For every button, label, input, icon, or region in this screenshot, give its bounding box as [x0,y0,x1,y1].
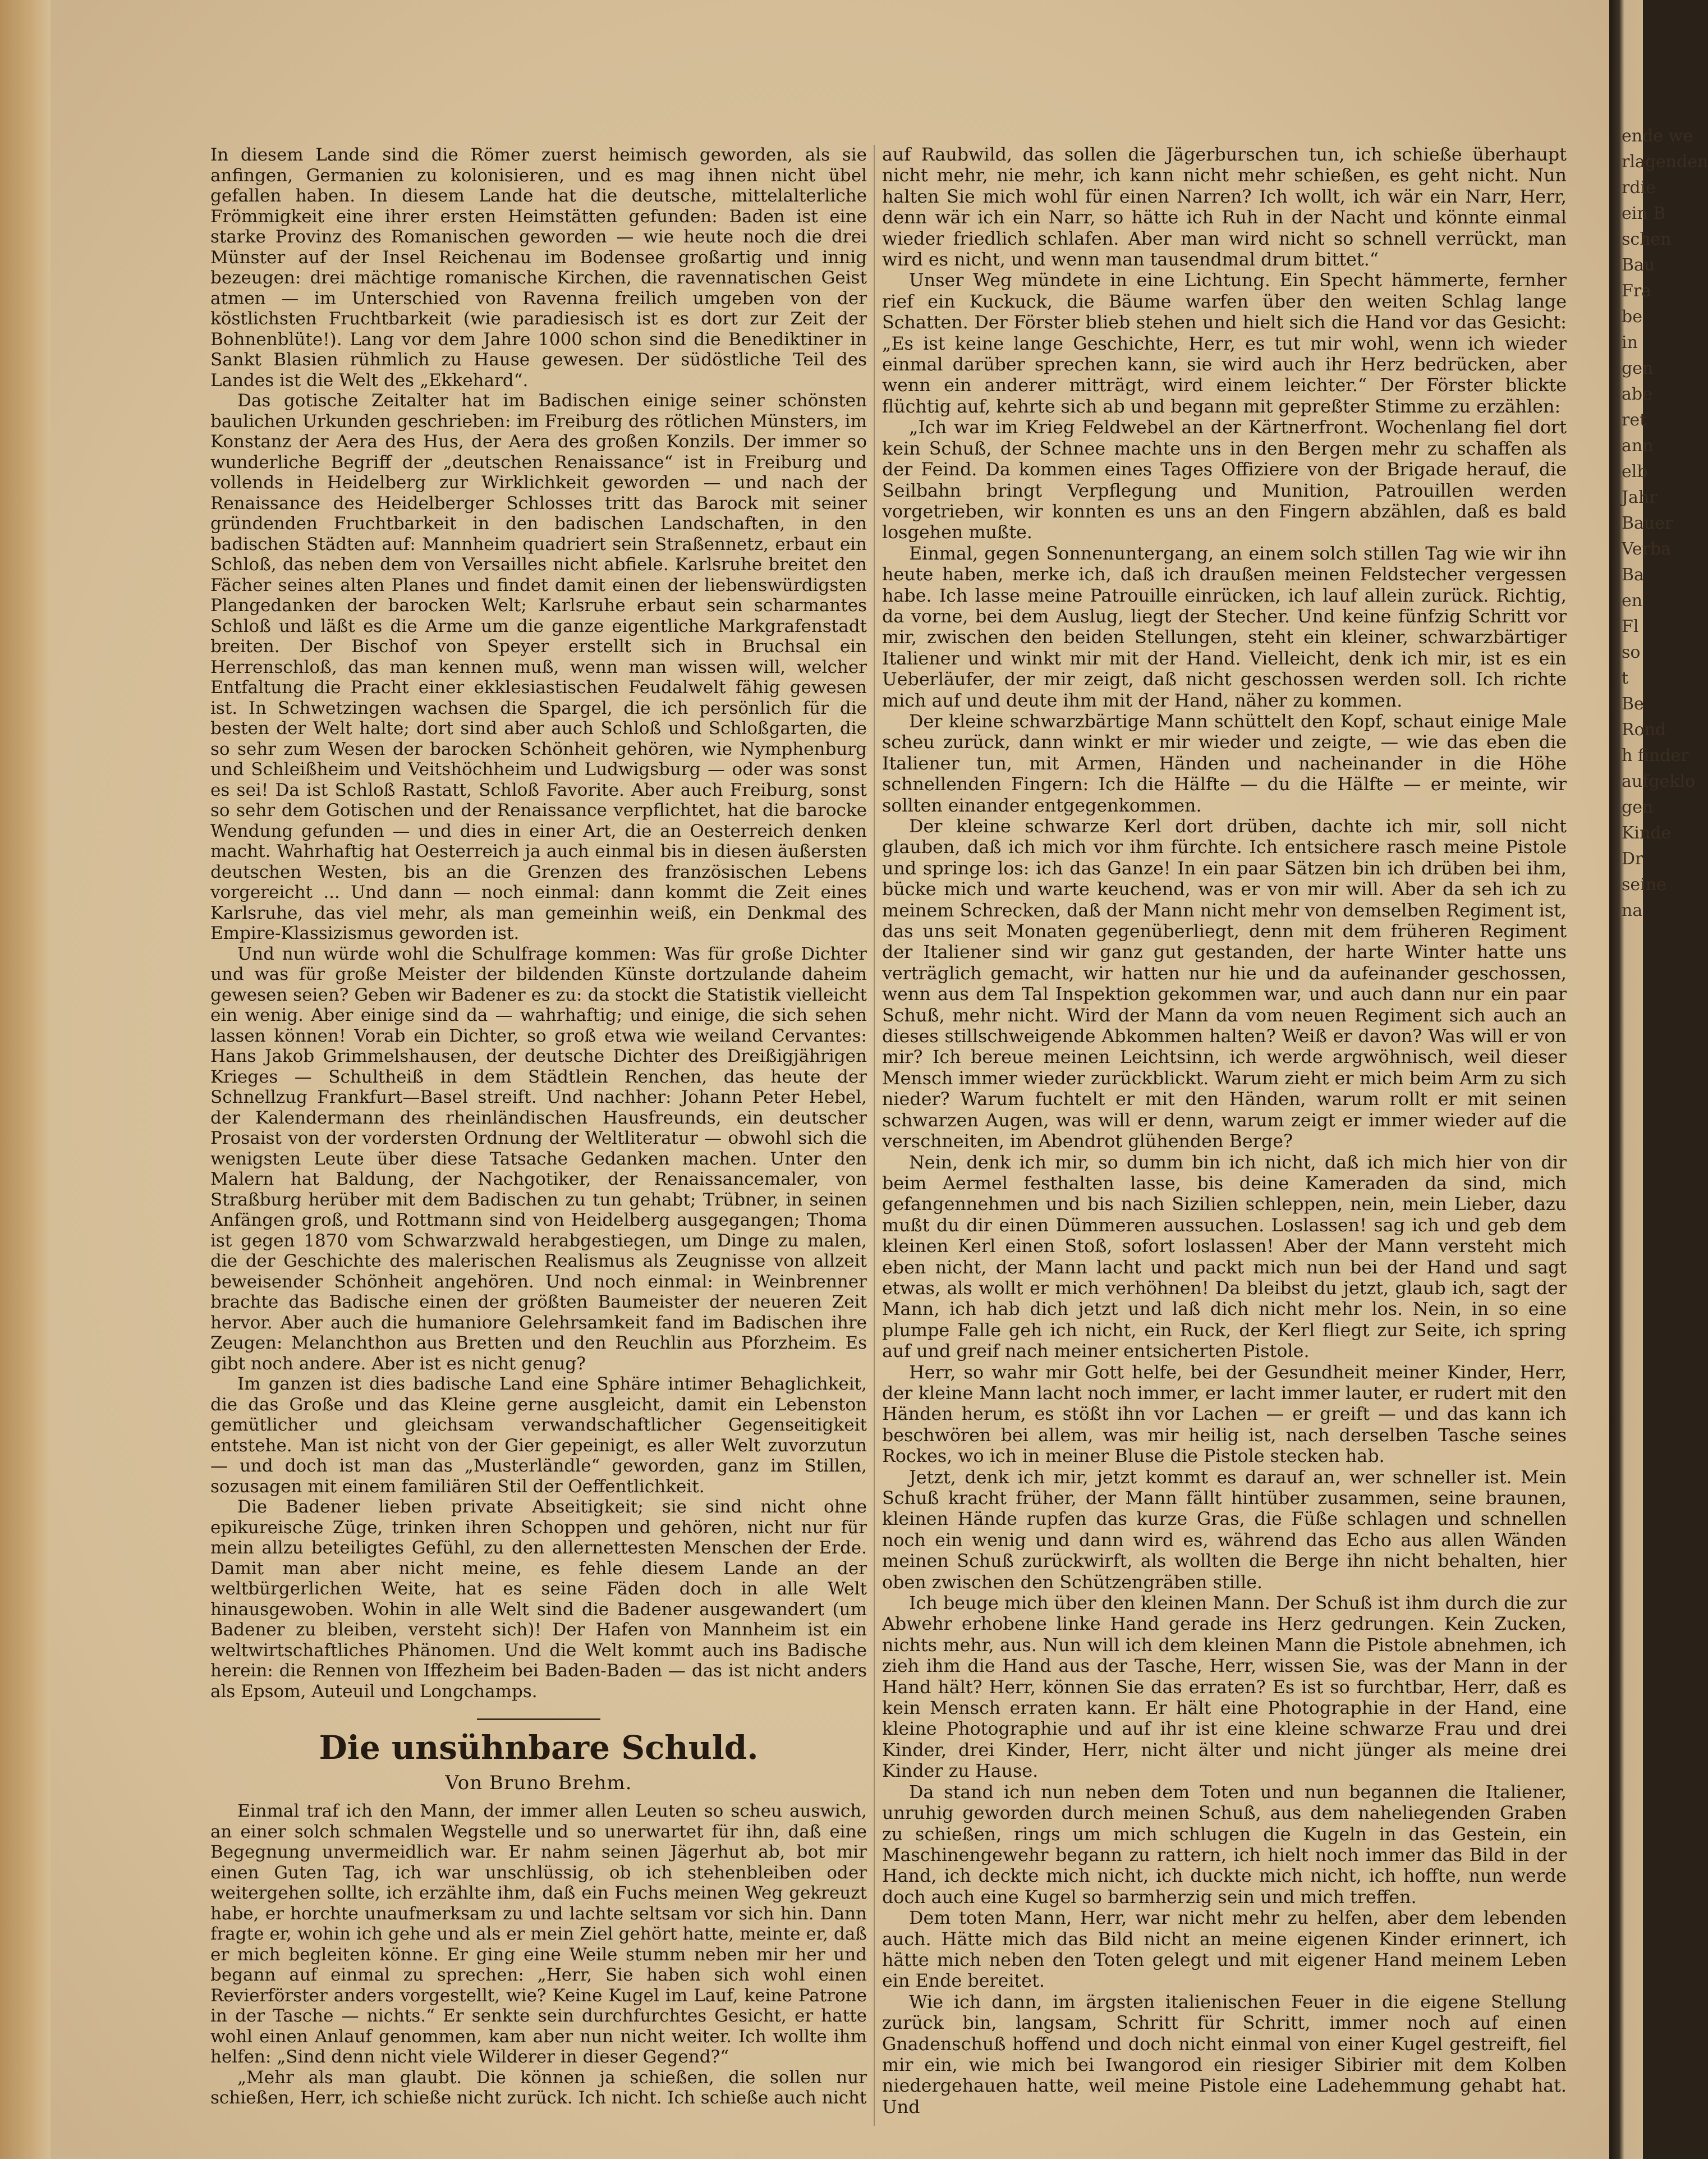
essay-paragraph-1: In diesem Lande sind die Römer zuerst heimisch geworden, als sie anfingen, Germanien zu kolonisieren, und es mag ihnen nicht übel gefallen haben. In diesem Lande hat die deutsche, mittelalterliche Frömmigkeit eine ihrer ersten Heimstätten gefunden: Baden ist eine starke Provinz des Romanischen geworden — wie heute noch die drei Münster auf der Insel Reichenau im Bodensee großartig und innig bezeugen: drei mächtige romanische Kirchen, die ravennatischen Geist atmen — im Unterschied von Ravenna freilich umgeben von der köstlichsten Fruchtbarkeit (wie paradiesisch ist es dort zur Zeit der Bohnenblüte!). Lang vor dem Jahre 1000 schon sind die Benediktiner in Sankt Blasien rühmlich zu Hause gewesen. Der südöstliche Teil des Landes ist die Welt des „Ekkehard“. [210,145,867,391]
adjacent-page-fragment: Bau [1622,255,1655,275]
story-paragraph-3: auf Raubwild, das sollen die Jägerburschen tun, ich schieße überhaupt nicht mehr, nie mehr, ich kann nicht mehr schießen, es geht nicht. Nun halten Sie mich wohl für einen Narren? Ich wollt, ich wär ein Narr, Herr, denn wär ich ein Narr, so hätte ich Ruh in der Nacht und könnte einmal wieder friedlich schlafen. Aber man wird nicht so schnell verrückt, man wird es nicht, und wenn man tausendmal drum bittet.“ [882,145,1567,271]
article-byline: Von Bruno Brehm. [445,1772,632,1794]
adjacent-page-fragment: gen [1622,797,1654,817]
story-paragraph-11: Jetzt, denk ich mir, jetzt kommt es darauf an, wer schneller ist. Mein Schuß kracht früher, der Mann fällt hintüber zusammen, seine braunen, kleinen Hände rupfen das kurze Gras, die Füße schlagen und schnellen noch ein wenig und dann wird es, während das Echo aus allen Wänden meinen Schuß zurückwirft, als wollten die Berge ihn nicht behalten, hier oben zwischen den Schützengräben stille. [882,1467,1567,1593]
story-paragraph-2: „Mehr als man glaubt. Die können ja schießen, die sollen nur schießen, Herr, ich schieße nicht zurück. Ich nicht. Ich schieße auch nicht [210,2067,867,2108]
adjacent-page-fragment: ein B [1622,204,1666,223]
adjacent-page-fragment: seine [1622,875,1666,895]
story-paragraph-15: Wie ich dann, im ärgsten italienischen Feuer in die eigene Stellung zurück bin, langsam, Schritt für Schritt, immer noch auf einen Gnadenschuß hoffend und doch nicht einmal von einer Kugel gestreift, fiel mir ein, wie mich bei Iwangorod ein riesiger Sibirier mit dem Kolben niedergehauen hatte, weil meine Pistole eine Ladehemmung gehabt hat. Und [882,1992,1567,2117]
adjacent-page-text-fragments [1622,123,1708,924]
adjacent-page-fragment: Ba [1622,565,1644,585]
adjacent-page-fragment: Bauer [1622,514,1673,533]
essay-paragraph-4: Im ganzen ist dies badische Land eine Sphäre intimer Behaglichkeit, die das Große und das Kleine gerne ausgleicht, damit ein Lebenston gemütlicher und gleichsam verwandschaftlicher Gegenseitigkeit entstehe. Man ist nicht von der Gier gepeinigt, es aller Welt zuvorzutun — und doch ist man das „Musterländle“ geworden, ganz im Stillen, sozusagen mit einem familiären Stil der Oeffentlichkeit. [210,1374,867,1497]
story-paragraph-9: Nein, denk ich mir, so dumm bin ich nicht, daß ich mich hier von dir beim Aermel festhalten lasse, bis deine Kameraden da sind, mich gefangennehmen und bis nach Sizilien schleppen, nein, mein Lieber, dazu mußt du dir einen Dümmeren aussuchen. Loslassen! sag ich und geb dem kleinen Kerl einen Stoß, sofort loslassen! Aber der Mann versteht mich eben nicht, der Mann lacht und packt mich nun bei der Hand und sagt etwas, als wollt er mich verhöhnen! Da bleibst du jetzt, glaub ich, sagt der Mann, ich hab dich jetzt und laß dich nicht mehr los. Nein, in so eine plumpe Falle geh ich nicht, ein Ruck, der Kerl fliegt zur Seite, ich spring auf und greif nach meiner entsicherten Pistole. [882,1152,1567,1362]
story-paragraph-6: Einmal, gegen Sonnenuntergang, an einem solch stillen Tag wie wir ihn heute haben, merke ich, daß ich draußen meinen Feldstecher vergessen habe. Ich lasse meine Patrouille einrücken, ich lauf allein zurück. Richtig, da vorne, bei dem Auslug, liegt der Stecher. Und keine fünfzig Schritt vor mir, zwischen den beiden Stellungen, steht ein kleiner, schwarzbärtiger Italiener und winkt mir mit der Hand. Vielleicht, denk ich mir, ist es ein Ueberläufer, der mir zeigt, daß nicht geschossen werden soll. Ich richte mich auf und deute ihm mit der Hand, näher zu kommen. [882,543,1567,711]
adjacent-page-fragment: Be [1622,694,1644,714]
story-paragraph-14: Dem toten Mann, Herr, war nicht mehr zu helfen, aber dem lebenden auch. Hätte mich das Bild nicht an meine eigenen Kinder erinnert, ich hätte mich neben den Toten gelegt und mit eigener Hand meinem Leben ein Ende bereitet. [882,1908,1567,1992]
story-paragraph-12: Ich beuge mich über den kleinen Mann. Der Schuß ist ihm durch die zur Abwehr erhobene linke Hand gerade ins Herz gedrungen. Kein Zucken, nichts mehr, aus. Nun will ich dem kleinen Mann die Pistole abnehmen, ich zieh ihm die Hand aus der Tasche, Herr, wissen Sie, was der Mann in der Hand hält? Herr, können Sie das erraten? Es ist so furchtbar, Herr, daß es kein Mensch erraten kann. Er hält eine Photographie in der Hand, eine kleine Photographie und auf ihr ist eine kleine schwarze Frau und drei Kinder, drei Kinder, Herr, nicht älter und nicht jünger als meine drei Kinder zu Hause. [882,1593,1567,1782]
adjacent-page-fragment: schen [1622,230,1672,249]
adjacent-page-fragment: ende we [1622,126,1693,146]
adjacent-page-edge [1609,0,1708,2159]
adjacent-page-fragment: ann [1622,436,1654,456]
adjacent-page-fragment: abe [1622,384,1652,404]
adjacent-page-fragment: rlagenden [1622,152,1708,172]
story-paragraph-7: Der kleine schwarzbärtige Mann schüttelt den Kopf, schaut einige Male scheu zurück, dann winkt er mir wieder und zeigte, — wie das eben die Italiener tun, mit Armen, Händen und nacheinander in die Höhe schnellenden Fingern: Ich die Hälfte — du die Hälfte — er meinte, wir sollten einander entgegenkommen. [882,711,1567,816]
section-separator-rule [477,1718,600,1720]
page-binding-edge [0,0,50,2159]
story-paragraph-13: Da stand ich nun neben dem Toten und nun begannen die Italiener, unruhig geworden durch meinen Schuß, aus dem naheliegenden Graben zu schießen, rings um mich schlugen die Kugeln in das Gestein, ein Maschinengewehr begann zu rattern, ich hielt noch immer das Bild in der Hand, ich deckte mich nicht, ich duckte mich nicht, ich hoffte, nun werde doch auch eine Kugel so barmherzig sein und mich treffen. [882,1782,1567,1908]
adjacent-page-fragment: Verba [1622,539,1672,559]
essay-paragraph-2: Das gotische Zeitalter hat im Badischen einige seiner schönsten baulichen Urkunden geschrieben: im Freiburg des rötlichen Münsters, im Konstanz der Aera des Hus, der Aera des großen Konzils. Der immer so wunderliche Begriff der „deutschen Renaissance“ ist in Freiburg und vollends in Heidelberg zur Wirklichkeit geworden — und nach der Renaissance des Heidelberger Schlosses tritt das Barock mit seiner gründenden Fruchtbarkeit in den badischen Landschaften, in den badischen Städten auf: Mannheim quadriert sein Straßennetz, erbaut ein Schloß, das neben dem von Versailles nicht abfiele. Karlsruhe breitet den Fächer seines alten Planes und findet damit einen der liebenswürdigsten Plangedanken der barocken Welt; Karlsruhe erbaut sein scharmantes Schloß und läßt es die Arme um die ganze eigentliche Markgrafenstadt breiten. Der Bischof von Speyer erstellt sich in Bruchsal ein Herrenschloß, das man kennen muß, wenn man wissen will, welcher Entfaltung die Pracht einer ekklesiastischen Feudalwelt fähig gewesen ist. In Schwetzingen wachsen die Spargel, die ich persönlich für die besten der Welt halte; dort sind aber auch Schloß und Schloßgarten, die so sehr zum Wesen der barocken Schönheit gehören, wie Nymphenburg und Schleißheim und Veitshöchheim und Ludwigsburg — oder was sonst es sei! Da ist Schloß Rastatt, Schloß Favorite. Aber auch Freiburg, sonst so sehr dem Gotischen und der Renaissance verpflichtet, hat die barocke Wendung gefunden — und dies in einer Art, die an Oesterreich denken macht. Wahrhaftig hat Oesterreich ja auch einmal bis in diesen äußersten deutschen Westen, bis an die Grenzen des französischen Lebens vorgereicht ... Und dann — noch einmal: dann kommt die Zeit eines Karlsruhe, das viel mehr, als man gemeinhin weiß, ein Denkmal des Empire-Klassizismus geworden ist. [210,391,867,943]
adjacent-page-fragment: Jahr [1622,488,1658,507]
adjacent-page-fragment: gen [1622,359,1654,378]
left-column [210,145,867,2108]
adjacent-page-fragment: Fl [1622,617,1639,636]
adjacent-page-fragment: Rond [1622,720,1666,740]
essay-paragraph-3: Und nun würde wohl die Schulfrage kommen: Was für große Dichter und was für große Meister der bildenden Künste dortzulande daheim gewesen seien? Geben wir Badener es zu: da stockt die Statistik vielleicht ein wenig. Aber einige sind da — wahrhaftig; und einige, die sich sehen lassen können! Vorab ein Dichter, so groß etwa wie weiland Cervantes: Hans Jakob Grimmelshausen, der deutsche Dichter des Dreißigjährigen Krieges — Schultheiß in dem Städtlein Renchen, das heute der Schnellzug Frankfurt—Basel streift. Und nachher: Johann Peter Hebel, der Kalendermann des rheinländischen Hausfreunds, ein deutscher Prosaist von der vordersten Ordnung der Weltliteratur — obwohl sich die wenigsten Leute über diese Tatsache Gedanken machen. Unter den Malern hat Baldung, der Nachgotiker, der Renaissancemaler, von Straßburg herüber mit dem Badischen zu tun gehabt; Trübner, in seinen Anfängen groß, und Rottmann sind von Heidelberg ausgegangen; Thoma ist gegen 1870 vom Schwarzwald herabgestiegen, um Dinge zu malen, die der Geschichte des malerischen Realismus als Zeugnisse von allzeit beweisender Schönheit angehören. Und noch einmal: in Weinbrenner brachte das Badische einen der größten Baumeister der neueren Zeit hervor. Aber auch die humaniore Gelehrsamkeit fand im Badischen ihre Zeugen: Melanchthon aus Bretten und den Reuchlin aus Pforzheim. Es gibt noch andere. Aber ist es nicht genug? [210,943,867,1374]
adjacent-page-fragment: in [1622,333,1638,352]
essay-paragraph-5: Die Badener lieben private Abseitigkeit; sie sind nicht ohne epikureische Züge, trinken ihren Schoppen und gehören, nicht nur für mein allzu beteiligtes Gefühl, zu den allernettesten Menschen der Erde. Damit man aber nicht meine, es fehle diesem Lande an der weltbürgerlichen Weite, hat es seine Fäden doch in alle Welt hinausgewoben. Wohin in alle Welt sind die Badener ausgewandert (um Badener zu bleiben, versteht sich)! Der Hafen von Mannheim ist ein weltwirtschaftliches Phänomen. Und die Welt kommt auch ins Badische herein: die Rennen von Iffezheim bei Baden-Baden — das ist nicht anders als Epsom, Auteuil und Longchamps. [210,1497,867,1702]
adjacent-page-fragment: be [1622,307,1642,327]
adjacent-page-fragment: ret [1622,410,1647,430]
adjacent-page-fragment: Dr [1622,849,1643,869]
column-divider-rule [874,145,875,2126]
adjacent-page-fragment: t [1622,668,1629,688]
adjacent-page-fragment: h finder [1622,746,1689,765]
story-paragraph-1: Einmal traf ich den Mann, der immer allen Leuten so scheu auswich, an einer solch schmalen Wegstelle und so unerwartet für ihn, daß eine Begegnung unvermeidlich war. Er nahm seinen Jägerhut ab, bot mir einen Guten Tag, ich war unschlüssig, ob ich stehenbleiben oder weitergehen sollte, ich erzählte ihm, daß ein Fuchs meinen Weg gekreuzt habe, er horchte unaufmerksam zu und lachte seltsam vor sich hin. Dann fragte er, wohin ich gehe und als er mein Ziel gehört hatte, meinte er, daß er mich begleiten könne. Er ging eine Weile stumm neben mir her und begann auf einmal zu sprechen: „Herr, Sie haben sich wohl einen Revierförster anders vorgestellt, wie? Keine Kugel im Lauf, keine Patrone in der Tasche — nichts.“ Er senkte sein durchfurchtes Gesicht, er hatte wohl einen Anlauf genommen, kam aber nun nicht weiter. Ich wollte ihm helfen: „Sind denn nicht viele Wilderer in dieser Gegend?“ [210,1801,867,2067]
adjacent-page-fragment: aufgeklo [1622,772,1696,791]
story-paragraph-4: Unser Weg mündete in eine Lichtung. Ein Specht hämmerte, fernher rief ein Kuckuck, die Bäume warfen über den weiten Schlag lange Schatten. Der Förster blieb stehen und hielt sich die Hand vor das Gesicht: „Es ist keine lange Geschichte, Herr, es tut mir wohl, wenn ich wieder einmal darüber sprechen kann, sie wird auch ihr Herz bedrücken, aber wenn ein anderer mitträgt, wird einem leichter.“ Der Förster blickte flüchtig auf, kehrte sich ab und begann mit gepreßter Stimme zu erzählen: [882,271,1567,417]
adjacent-page-fragment: Fra [1622,281,1652,301]
article-title: Die unsühnbare Schuld. [319,1729,759,1767]
adjacent-page-fragment: so [1622,643,1641,662]
adjacent-page-fragment: na [1622,901,1643,920]
adjacent-page-fragment: elb [1622,462,1648,482]
adjacent-page-fragment: en [1622,591,1643,611]
story-paragraph-10: Herr, so wahr mir Gott helfe, bei der Gesundheit meiner Kinder, Herr, der kleine Mann lacht noch immer, er lacht immer lauter, er rudert mit den Händen herum, es stößt ihn vor Lachen — er greift — und das kann ich beschwören bei allem, was mir heilig ist, nach derselben Tasche seines Rockes, wo ich in meiner Bluse die Pistole stecken hab. [882,1362,1567,1467]
adjacent-page-fragment: Kinde [1622,823,1672,843]
adjacent-page-fragment: rdie [1622,178,1656,198]
story-paragraph-5: „Ich war im Krieg Feldwebel an der Kärtnerfront. Wochenlang fiel dort kein Schuß, der Schnee machte uns in den Bergen mehr zu schaffen als der Feind. Da kommen eines Tages Offiziere von der Brigade herauf, die Seilbahn bringt Verpflegung und Munition, Patrouillen werden vorgetrieben, wir konnten es uns an den Fingern abzählen, daß es bald losgehen mußte. [882,418,1567,543]
story-paragraph-8: Der kleine schwarze Kerl dort drüben, dachte ich mir, soll nicht glauben, daß ich mich vor ihm fürchte. Ich entsichere rasch meine Pistole und springe los: ich das Ganze! In ein paar Sätzen bin ich drüben bei ihm, bücke mich und warte keuchend, was er von mir will. Aber da seh ich zu meinem Schrecken, daß der Mann nicht mehr von demselben Regiment ist, das uns seit Monaten gegenüberliegt, denn mit dem früheren Regiment der Italiener sind wir ganz gut gestanden, der harte Winter hatte uns verträglich gemacht, wir hatten nur hie und da aufeinander geschossen, wenn aus dem Tal Inspektion gekommen war, und auch dann nur ein paar Schuß, mehr nicht. Wird der Mann da vom neuen Regiment sich auch an dieses stillschweigende Abkommen halten? Weiß er davon? Was will er von mir? Ich bereue meinen Leichtsinn, ich werde argwöhnisch, weil dieser Mensch immer wieder zurückblickt. Warum zieht er mich beim Arm zu sich nieder? Warum fuchtelt er mit den Händen, warum rollt er mit seinen schwarzen Augen, was will er denn, warum zeigt er immer wieder auf die verschneiten, im Abendrot glühenden Berge? [882,817,1567,1152]
right-column [882,145,1567,2118]
